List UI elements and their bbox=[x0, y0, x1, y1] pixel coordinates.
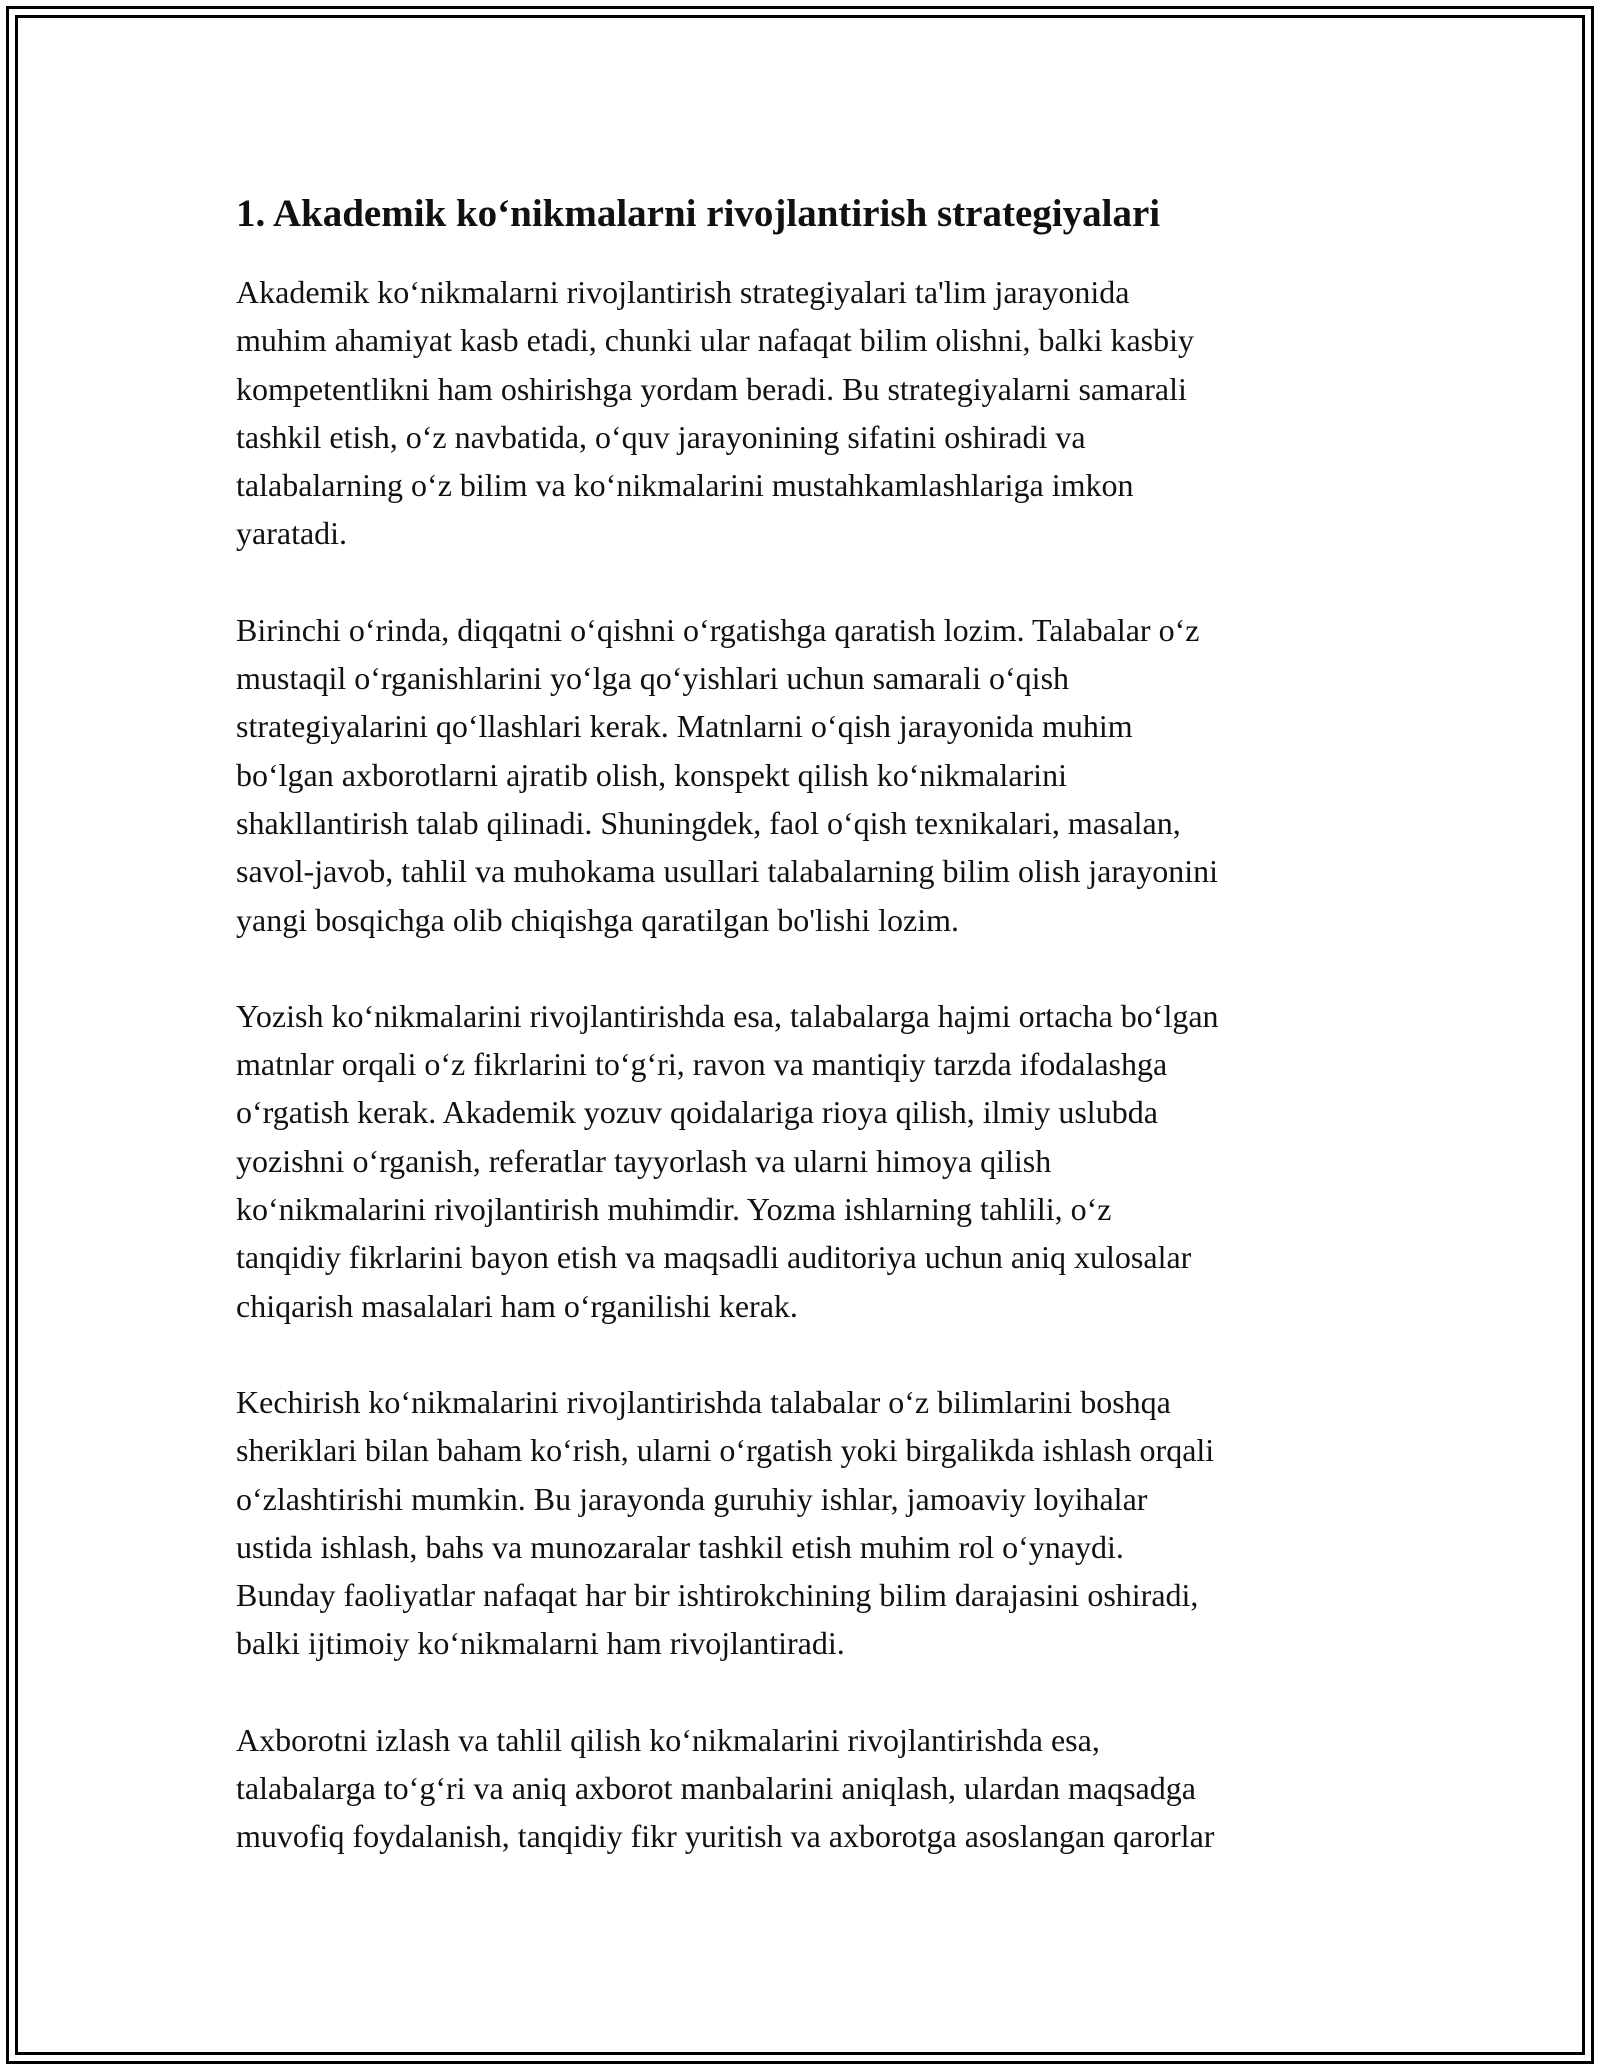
section-heading: 1. Akademik ko‘nikmalarni rivojlantirish strategiyalari bbox=[236, 192, 1161, 235]
paragraph-4: Kechirish ko‘nikmalarini rivojlantirishda talabalar o‘z bilimlarini boshqa sheriklari bilan baham ko‘rish, ularni o‘rgatish yoki birgalikda ishlash orqali o‘zlashtirishi mumkin. Bu jarayonda guruhiy ishlar, jamoaviy loyihalar ustida ishlash, bahs va munozaralar tashkil etish muhim rol o‘ynaydi. Bunday faoliyatlar nafaqat har bir ishtirokchining bilim darajasini oshiradi, balki ijtimoiy ko‘nikmalarni ham rivojlantiradi. bbox=[236, 1383, 1215, 1662]
paragraph-3: Yozish ko‘nikmalarini rivojlantirishda esa, talabalarga hajmi ortacha bo‘lgan matnlar orqali o‘z fikrlarini to‘g‘ri, ravon va mantiqiy tarzda ifodalashga o‘rgatish kerak. Akademik yozuv qoidalariga rioya qilish, ilmiy uslubda yozishni o‘rganish, referatlar tayyorlash va ularni himoya qilish ko‘nikmalarini rivojlantirish muhimdir. Yozma ishlarning tahlili, o‘z tanqidiy fikrlarini bayon etish va maqsadli auditoriya uchun aniq xulosalar chiqarish masalalari ham o‘rganilishi kerak. bbox=[236, 997, 1219, 1324]
document-body bbox=[236, 184, 1376, 1909]
paragraph-5: Axborotni izlash va tahlil qilish ko‘nikmalarini rivojlantirishda esa, talabalarga to‘g‘ri va aniq axborot manbalarini aniqlash, ulardan maqsadga muvofiq foydalanish, tanqidiy fikr yuritish va axborotga asoslangan qarorlar bbox=[236, 1721, 1215, 1855]
paragraph-1: Akademik ko‘nikmalarni rivojlantirish strategiyalari ta'lim jarayonida muhim ahamiyat kasb etadi, chunki ular nafaqat bilim olishni, balki kasbiy kompetentlikni ham oshirishga yordam beradi. Bu strategiyalarni samarali tashkil etish, o‘z navbatida, o‘quv jarayonining sifatini oshiradi va talabalarning o‘z bilim va ko‘nikmalarini mustahkamlashlariga imkon yaratadi. bbox=[236, 274, 1195, 552]
paragraph-2: Birinchi o‘rinda, diqqatni o‘qishni o‘rgatishga qaratish lozim. Talabalar o‘z mustaqil o‘rganishlarini yo‘lga qo‘yishlari uchun samarali o‘qish strategiyalarini qo‘llashlari kerak. Matnlarni o‘qish jarayonida muhim bo‘lgan axborotlarni ajratib olish, konspekt qilish ko‘nikmalarini shakllantirish talab qilinadi. Shuningdek, faol o‘qish texnikalari, masalan, savol-javob, tahlil va muhokama usullari talabalarning bilim olish jarayonini yangi bosqichga olib chiqishga qaratilgan bo'lishi lozim. bbox=[236, 611, 1218, 938]
